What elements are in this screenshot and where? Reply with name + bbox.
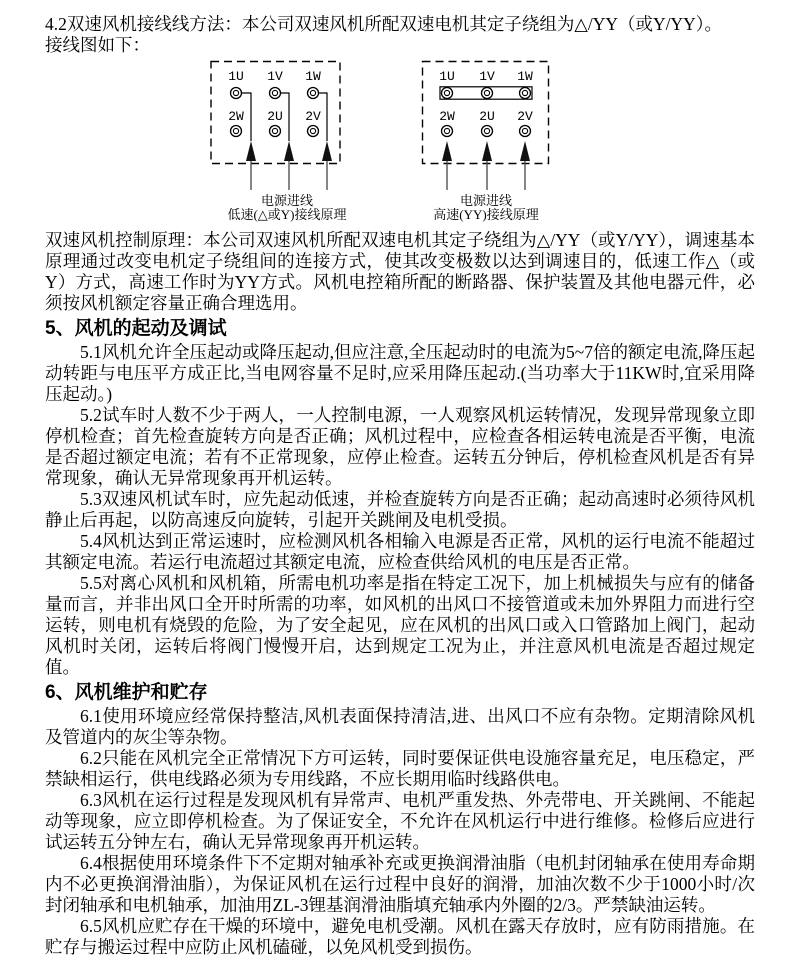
paragraph-4-2-line2: 接线图如下：	[45, 35, 150, 55]
terminal-label-2u: 2U	[479, 109, 495, 124]
terminal-label-2w: 2W	[228, 109, 244, 124]
terminal-label-1w: 1W	[517, 69, 533, 84]
high-speed-wiring-diagram	[420, 58, 572, 224]
diagram-caption-high-speed: 高速(YY)接线原理	[433, 207, 539, 222]
paragraph-4-2	[45, 14, 755, 56]
terminal-ring-2v-inner	[310, 128, 315, 133]
terminal-label-2w: 2W	[439, 109, 455, 124]
terminal-ring-1w-inner	[310, 90, 315, 95]
paragraph-6-3: 6.3风机在运行过程是发现风机有异常声、电机严重发热、外壳带电、开关跳闸、不能起动等现象，应立即停机检查。为了保证安全，不允许在风机运行中进行维修。检修后应进行试运转五分钟左右，确认无异常现象再开机运转。	[45, 790, 755, 852]
wiring-diagrams	[45, 58, 755, 226]
paragraph-6-2: 6.2只能在风机完全正常情况下方可运转，同时要保证供电设施容量充足，电压稳定，严禁缺相运行，供电线路必须为专用线路，不应长期用临时线路供电。	[45, 748, 755, 789]
paragraph-4-2-line1: 4.2双速风机接线线方法：本公司双速风机所配双速电机其定子绕组为△/YY（或Y/YY）。	[45, 14, 722, 34]
paragraph-5-2: 5.2试车时人数不少于两人，一人控制电源，一人观察风机运转情况，发现异常现象立即停机检查；首先检查旋转方向是否正确；风机过程中，应检查各相运转电流是否平衡，电流是否超过额定电流；若有不正常现象，应停止检查。运转五分钟后，停机检查风机是否有异常现象，确认无异常现象再开机运转。	[45, 405, 755, 488]
paragraph-5-1: 5.1风机允许全压起动或降压起动,但应注意,全压起动时的电流为5~7倍的额定电流,降压起动转距与电压平方成正比,当电网容量不足时,应采用降压起动.(当功率大于11KW时,宜采用降压起动。)	[45, 342, 755, 404]
terminal-ring-2w-inner	[444, 128, 449, 133]
terminal-ring-2w-inner	[233, 128, 238, 133]
power-inlet-arrow-icon	[442, 141, 452, 161]
terminal-ring-1w-inner	[522, 90, 527, 95]
power-inlet-arrow-icon	[284, 141, 294, 161]
terminal-ring-1u-inner	[233, 90, 238, 95]
terminal-label-1u: 1U	[228, 69, 244, 84]
terminal-label-1v: 1V	[267, 69, 283, 84]
diagram-caption-power-inlet: 电源进线	[459, 193, 513, 208]
power-inlet-arrow-icon	[520, 141, 530, 161]
terminal-label-1w: 1W	[305, 69, 321, 84]
terminal-ring-2u-inner	[484, 128, 489, 133]
power-inlet-arrow-icon	[246, 141, 256, 161]
terminal-ring-1v-inner	[484, 90, 489, 95]
section-6-heading: 6、风机维护和贮存	[45, 682, 208, 703]
diagram-caption-power-inlet: 电源进线	[260, 193, 314, 208]
terminal-ring-1u-inner	[444, 90, 449, 95]
section-5-heading: 5、风机的起动及调试	[45, 318, 227, 339]
power-inlet-arrow-icon	[482, 141, 492, 161]
terminal-label-2v: 2V	[517, 109, 533, 124]
terminal-ring-1v-inner	[272, 90, 277, 95]
terminal-ring-2u-inner	[272, 128, 277, 133]
terminal-ring-2v-inner	[522, 128, 527, 133]
terminal-label-1u: 1U	[439, 69, 455, 84]
paragraph-control-principle: 双速风机控制原理：本公司双速风机所配双速电机其定子绕组为△/YY（或Y/YY），调速基本原理通过改变电机定子绕组间的连接方式，使其改变极数以达到调速目的，低速工作△（或Y）方式，高速工作时为YY方式。风机电控箱所配的断路器、保护装置及其他电器元件，必须按风机额定容量正确合理选用。	[45, 230, 755, 313]
diagram-caption-low-speed: 低速(△或Y)接线原理	[227, 207, 347, 222]
terminal-label-1v: 1V	[479, 69, 495, 84]
low-speed-wiring-diagram	[205, 58, 357, 224]
paragraph-6-5: 6.5风机应贮存在干燥的环境中，避免电机受潮。风机在露天存放时，应有防雨措施。在贮存与搬运过程中应防止风机磕碰，以免风机受到损伤。	[45, 916, 755, 957]
paragraph-5-3: 5.3双速风机试车时，应先起动低速，并检查旋转方向是否正确；起动高速时必须待风机静止后再起，以防高速反向旋转，引起开关跳闸及电机受损。	[45, 489, 755, 530]
paragraph-6-4: 6.4根据使用环境条件下不定期对轴承补充或更换润滑油脂（电机封闭轴承在使用寿命期内不必更换润滑油脂），为保证风机在运行过程中良好的润滑，加油次数不少于1000小时/次封闭轴承和电机轴承，加油用ZL-3锂基润滑油脂填充轴承内外圈的2/3。严禁缺油运转。	[45, 853, 755, 915]
terminal-label-2v: 2V	[305, 109, 321, 124]
terminal-label-2u: 2U	[267, 109, 283, 124]
paragraph-5-5: 5.5对离心风机和风机箱，所需电机功率是指在特定工况下，加上机械损失与应有的储备量而言，并非出风口全开时所需的功率，如风机的出风口不接管道或未加外界阻力而进行空运转，则电机有烧毁的危险，为了安全起见，应在风机的出风口或入口管路加上阀门，起动风机时关闭，运转后将阀门慢慢开启，达到规定工况为止，并注意风机电流是否超过规定值。	[45, 573, 755, 677]
paragraph-5-4: 5.4风机达到正常运速时，应检测风机各相输入电源是否正常，风机的运行电流不能超过其额定电流。若运行电流超过其额定电流，应检查供给风机的电压是否正常。	[45, 531, 755, 572]
paragraph-6-1: 6.1使用环境应经常保持整洁,风机表面保持清洁,进、出风口不应有杂物。定期清除风机及管道内的灰尘等杂物。	[45, 706, 755, 747]
power-inlet-arrow-icon	[322, 141, 332, 161]
